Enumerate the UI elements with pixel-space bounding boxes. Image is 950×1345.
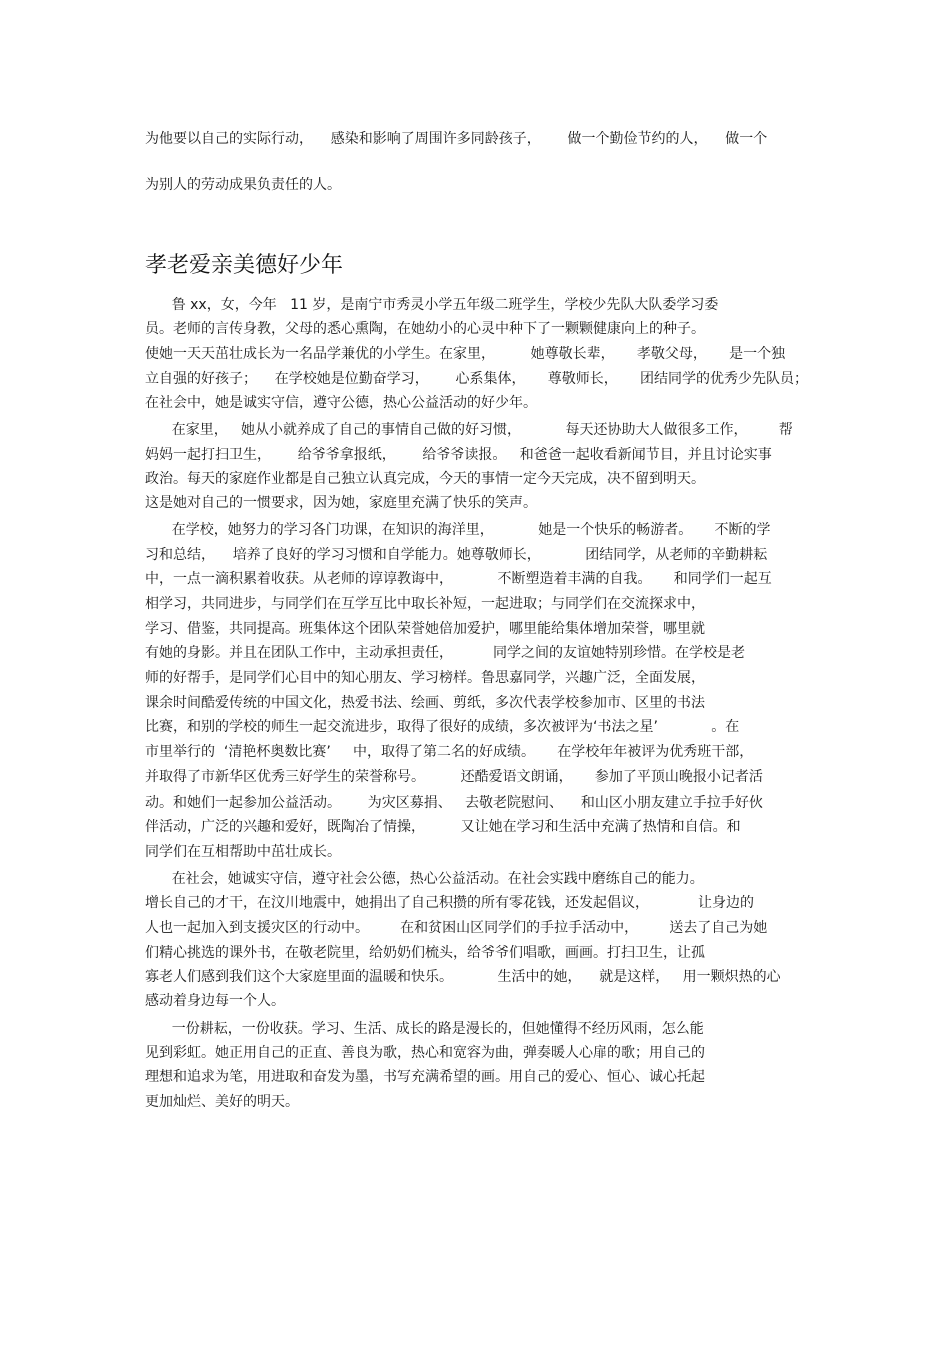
body-line: 这是她对自己的一惯要求，因为她，家庭里充满了快乐的笑声。 — [145, 495, 537, 511]
body-line: 见到彩虹。她正用自己的正直、善良为歌，热心和宽容为曲，弹奏暖人心扉的歌；用自己的 — [145, 1045, 705, 1061]
body-line: 人也一起加入到支援灾区的行动中。 在和贫困山区同学们的手拉手活动中， 送去了自己为她 — [145, 920, 768, 936]
body-line: 市里举行的 ‘清艳杯奥数比赛’ 中，取得了第二名的好成绩。 在学校年年被评为优秀班干部， — [145, 744, 754, 760]
body-line: 寡老人们感到我们这个大家庭里面的温暖和快乐。 生活中的她， 就是这样， 用一颗炽热的心 — [145, 969, 781, 985]
body-line: 感动着身边每一个人。 — [145, 993, 285, 1009]
body-line: 比赛，和别的学校的师生一起交流进步，取得了很好的成绩，多次被评为‘书法之星’ 。在 — [145, 719, 740, 735]
body-line: 师的好帮手，是同学们心目中的知心朋友、学习榜样。鲁思嘉同学，兴趣广泛，全面发展， — [145, 670, 705, 686]
body-line: 更加灿烂、美好的明天。 — [145, 1094, 299, 1110]
body-line: 增长自己的才干，在汶川地震中，她捐出了自己积攒的所有零花钱，还发起倡议， 让身边的 — [145, 895, 754, 911]
body-line: 学习、借鉴，共同提高。班集体这个团队荣誉她倍加爱护，哪里能给集体增加荣誉，哪里就 — [145, 621, 705, 637]
body-line: 伴活动，广泛的兴趣和爱好，既陶冶了情操， 又让她在学习和生活中充满了热情和自信。和 — [145, 819, 741, 835]
body-line: 们精心挑选的课外书，在敬老院里，给奶奶们梳头，给爷爷们唱歌，画画。打扫卫生，让孤 — [145, 945, 705, 961]
body-line: 课余时间酷爱传统的中国文化，热爱书法、绘画、剪纸，多次代表学校参加市、区里的书法 — [145, 695, 705, 711]
body-line: 立自强的好孩子； 在学校她是位勤奋学习， 心系集体， 尊敬师长， 团结同学的优秀少先队员； — [145, 371, 809, 387]
body-line: 理想和追求为笔，用进取和奋发为墨，书写充满希望的画。用自己的爱心、恒心、诚心托起 — [145, 1069, 705, 1085]
body-line: 员。老师的言传身教，父母的悉心熏陶，在她幼小的心灵中种下了一颗颗健康向上的种子。 — [145, 321, 705, 337]
body-line: 同学们在互相帮助中茁壮成长。 — [145, 844, 341, 860]
section-title: 孝老爱亲美德好少年 — [145, 253, 344, 278]
intro-line: 为他要以自己的实际行动， 感染和影响了周围许多同龄孩子， 做一个勤俭节约的人， 做一个 — [145, 131, 768, 147]
body-line: 在社会中，她是诚实守信，遵守公德，热心公益活动的好少年。 — [145, 395, 537, 411]
intro-line: 为别人的劳动成果负责任的人。 — [145, 177, 341, 193]
body-line: 使她一天天茁壮成长为一名品学兼优的小学生。在家里， 她尊敬长辈， 孝敬父母， 是一个独 — [145, 346, 786, 362]
body-line: 习和总结， 培养了良好的学习习惯和自学能力。她尊敬师长， 团结同学，从老师的辛勤耕耘 — [145, 547, 768, 563]
body-line: 妈妈一起打扫卫生， 给爷爷拿报纸， 给爷爷读报。 和爸爸一起收看新闻节目，并且讨论实事 — [145, 447, 772, 463]
body-line: 鲁 xx，女，今年 11 岁，是南宁市秀灵小学五年级二班学生，学校少先队大队委学习委 — [145, 297, 719, 313]
body-line: 动。和她们一起参加公益活动。 为灾区募捐、 去敬老院慰问、 和山区小朋友建立手拉手好伙 — [145, 795, 763, 811]
body-line: 在家里， 她从小就养成了自己的事情自己做的好习惯， 每天还协助大人做很多工作， 帮 — [145, 422, 793, 438]
body-line: 相学习，共同进步，与同学们在互学互比中取长补短，一起进取；与同学们在交流探求中， — [145, 596, 705, 612]
body-line: 在社会，她诚实守信，遵守社会公德，热心公益活动。在社会实践中磨练自己的能力。 — [145, 871, 704, 887]
body-line: 政治。每天的家庭作业都是自己独立认真完成，今天的事情一定今天完成，决不留到明天。 — [145, 471, 705, 487]
body-line: 一份耕耘，一份收获。学习、生活、成长的路是漫长的，但她懂得不经历风雨，怎么能 — [145, 1021, 704, 1037]
body-line: 有她的身影。并且在团队工作中，主动承担责任， 同学之间的友谊她特别珍惜。在学校是老 — [145, 645, 746, 661]
body-line: 在学校，她努力的学习各门功课，在知识的海洋里， 她是一个快乐的畅游者。 不断的学 — [145, 522, 771, 538]
body-line: 并取得了市新华区优秀三好学生的荣誉称号。 还酷爱语文朗诵， 参加了平顶山晚报小记者活 — [145, 769, 763, 785]
body-line: 中，一点一滴积累着收获。从老师的谆谆教诲中， 不断塑造着丰满的自我。 和同学们一起互 — [145, 571, 772, 587]
